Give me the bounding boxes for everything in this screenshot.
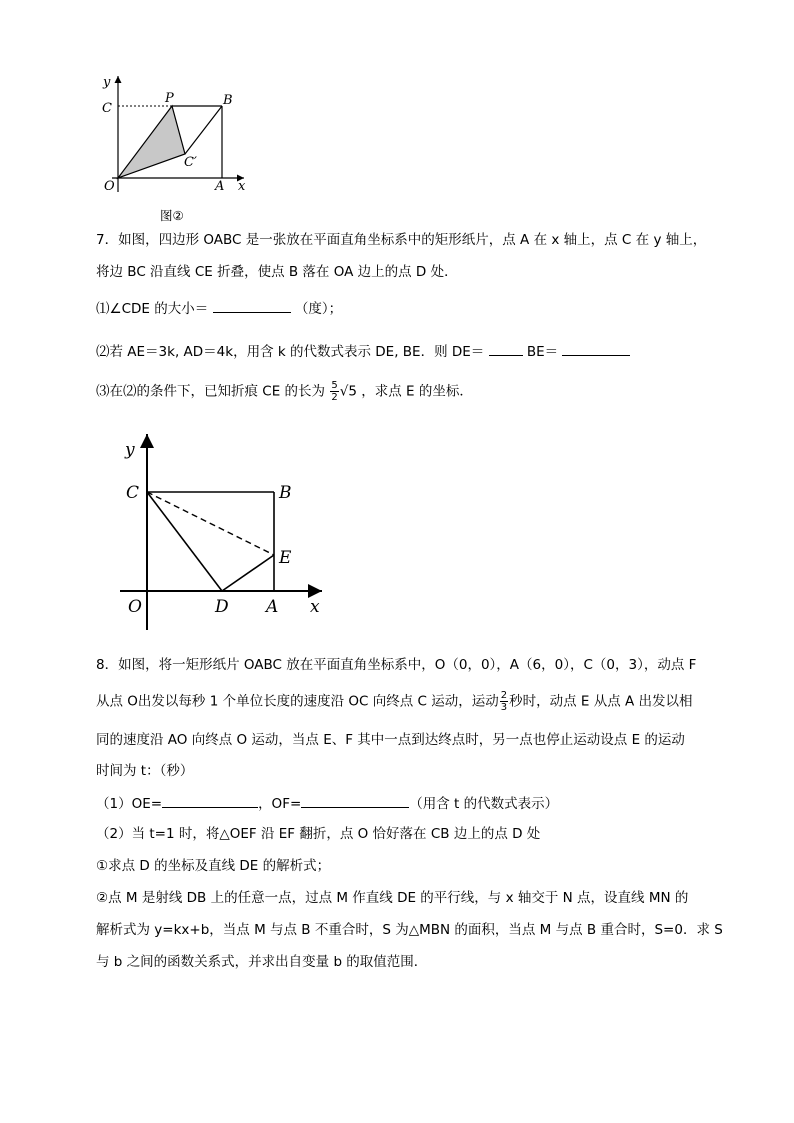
q8-part-2-2c: 与 b 之间的函数关系式，并求出自变量 b 的取值范围． [96,954,428,970]
label-y: y [125,440,135,460]
label-c: C [126,483,140,503]
q7-fraction [330,380,338,403]
label-e: E [279,548,292,568]
q7-part-1-suffix: （度）； [294,301,343,317]
q8-line-4: 时间为 t：（秒） [96,763,194,779]
q8-part-2-2b: 解析式为 y=kx+b，当点 M 与点 B 不重合时，S 为△MBN 的面积，当点 M 与点 B 重合时，S=0．求 S [96,922,723,938]
figure-2 [110,428,330,638]
q7-line-2: 将边 BC 沿直线 CE 折叠，使点 B 落在 OA 边上的点 D 处． [96,264,458,280]
q8-line-2 [96,690,693,713]
label-c-prime: C′ [184,155,197,170]
q8-line-1: 8．如图，将一矩形纸片 OABC 放在平面直角坐标系中，O（0，0），A（6，0），C（0，3），动点 F [96,657,697,673]
q7-answer-blank-be[interactable] [562,341,630,356]
q8-part-1-b: ，OF= [258,796,302,812]
q7-answer-blank-de[interactable] [489,341,523,356]
label-b: B [279,483,292,503]
q8-part-1-a: （1）OE= [96,796,163,812]
q8-frac-den: 3 [500,702,508,713]
segment-de [222,555,274,591]
q8-part-2-2a: ②点 M 是射线 DB 上的任意一点，过点 M 作直线 DE 的平行线，与 x 轴交于 N 点，设直线 MN 的 [96,890,689,906]
q7-radical: √5 [339,383,357,400]
q7-part-1-prefix: ⑴∠CDE 的大小＝ [96,301,209,317]
label-c: C [102,101,112,116]
figure-1-caption: 图② [160,208,184,223]
q7-part-2-prefix: ⑵若 AE＝3k, AD＝4k，用含 k 的代数式表示 DE, BE．则 DE＝ [96,344,485,360]
q7-part-1 [96,298,342,319]
label-d: D [215,597,229,617]
figure-1 [92,66,262,200]
q8-part-1-c: （用含 t 的代数式表示） [409,796,559,812]
label-o: O [104,179,115,194]
q7-part-2 [96,341,630,362]
label-b: B [223,93,233,108]
q7-part-3 [96,380,473,403]
q7-frac-den: 2 [331,392,338,403]
label-y: y [103,75,111,90]
q8-frac-num: 2 [500,690,508,701]
fold-line-ce [147,492,274,555]
q8-line-2b: 秒时，动点 E 从点 A 出发以相 [509,693,693,710]
q8-line-3: 同的速度沿 AO 向终点 O 运动，当点 E、F 其中一点到达终点时，另一点也停止运动设点 E 的运动 [96,732,685,748]
label-p: P [165,91,174,106]
q7-answer-blank-1[interactable] [213,298,291,313]
q8-answer-blank-of[interactable] [301,793,409,808]
q7-part-3-prefix: ⑶在⑵的条件下，已知折痕 CE 的长为 [96,383,326,400]
q8-line-2a: 从点 O出发以每秒 1 个单位长度的速度沿 OC 向终点 C 运动，运动 [96,693,499,710]
label-a: A [266,597,279,617]
q7-frac-num: 5 [331,380,338,391]
label-x: x [310,597,320,617]
q8-part-2: （2）当 t=1 时，将△OEF 沿 EF 翻折，点 O 恰好落在 CB 边上的点 D 处 [96,826,541,842]
segment-bc-prime [185,106,222,154]
label-o: O [128,597,142,617]
q8-part-1 [96,793,558,814]
q7-part-2-mid: BE＝ [526,344,559,360]
label-x: x [238,179,246,194]
q8-answer-blank-oe[interactable] [162,793,258,808]
shaded-triangle [118,106,185,178]
q8-fraction [500,690,508,713]
q7-number: 7． [96,232,119,248]
label-a: A [215,179,225,194]
q7-text-1: 如图，四边形 OABC 是一张放在平面直角坐标系中的矩形纸片，点 A 在 x 轴上，点 C 在 y 轴上， [118,232,707,248]
q8-part-2-1: ①求点 D 的坐标及直线 DE 的解析式； [96,858,331,874]
segment-cd [147,492,222,591]
q7-line-1 [96,230,706,250]
q7-part-3-suffix: ，求点 E 的坐标． [361,383,473,400]
